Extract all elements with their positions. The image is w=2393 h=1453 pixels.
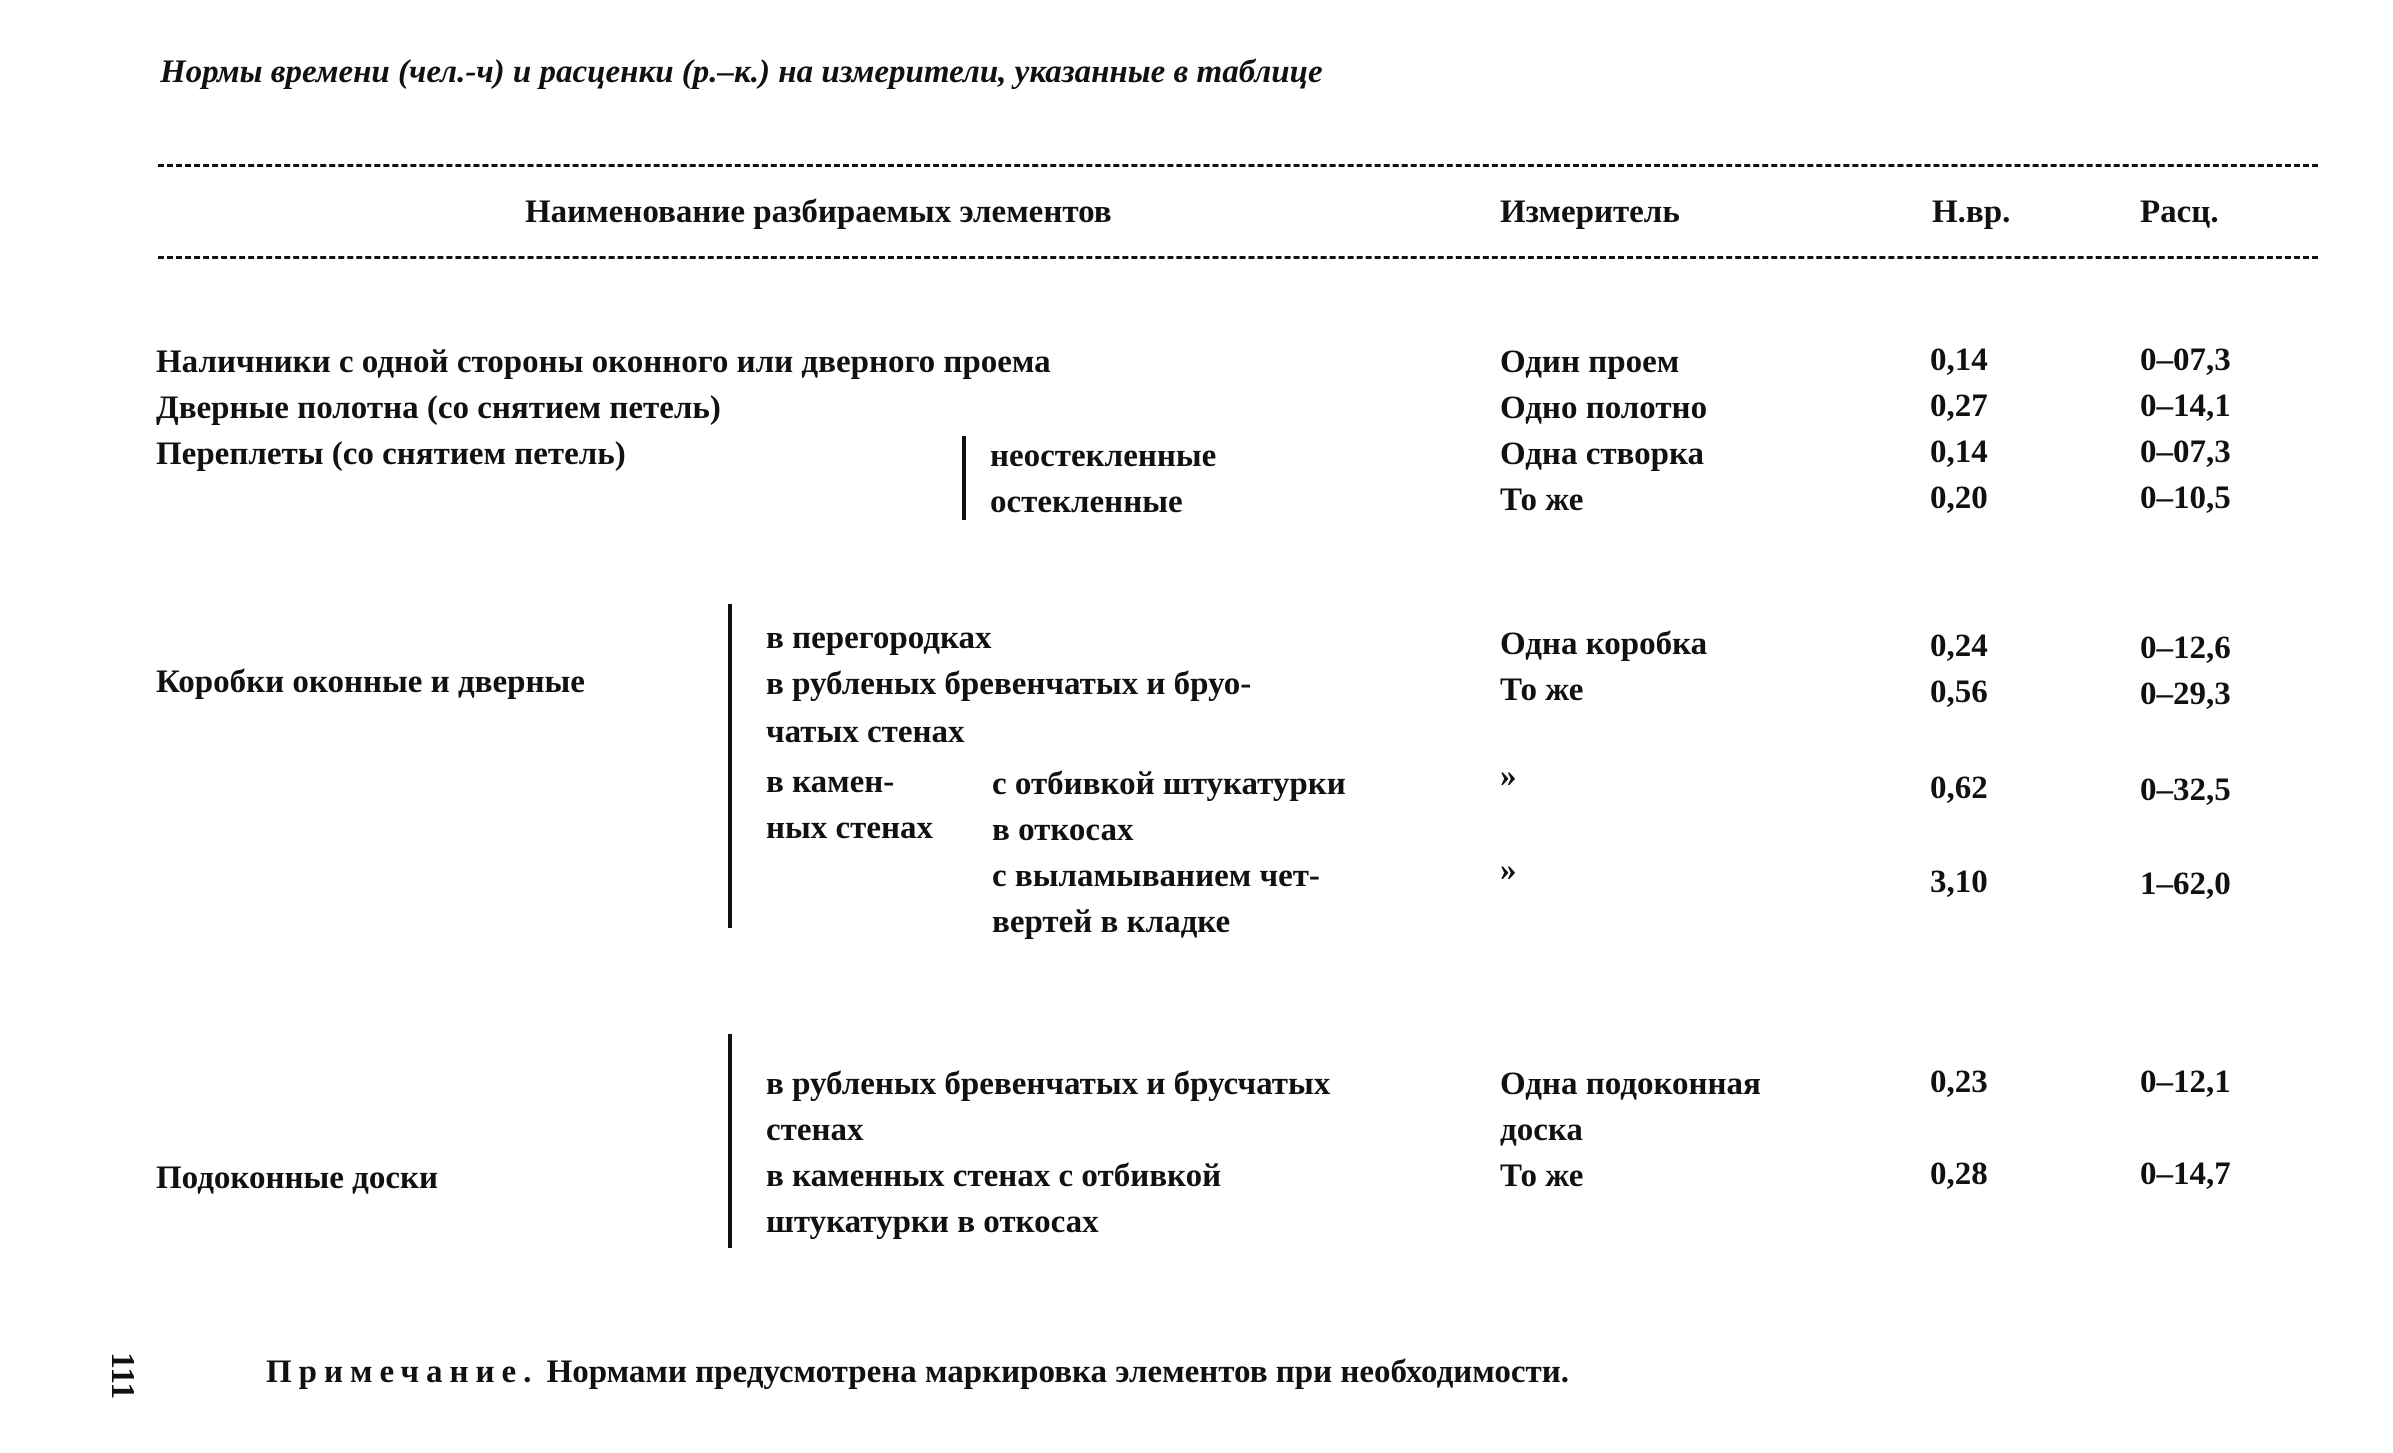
row-unit: Один проем: [1500, 344, 1680, 380]
row-price: 1–62,0: [2140, 866, 2231, 902]
row-price: 0–07,3: [2140, 434, 2231, 470]
row-norm: 0,28: [1930, 1156, 1988, 1192]
row-price: 0–29,3: [2140, 676, 2231, 712]
row-name: Дверные полотна (со снятием петель): [156, 390, 721, 426]
header-top-rule: [158, 164, 2318, 167]
header-bottom-rule: [158, 256, 2318, 259]
sub-item: в перегородках: [766, 620, 992, 656]
row-norm: 0,62: [1930, 770, 1988, 806]
group-bracket: [962, 436, 966, 520]
row-name: Наличники с одной стороны оконного или дверного проема: [156, 344, 1051, 380]
row-unit: Одно полотно: [1500, 390, 1708, 426]
sub-item: с выламыванием чет-: [992, 858, 1320, 894]
column-header-norm: Н.вр.: [1932, 194, 2011, 230]
group-bracket: [728, 1034, 732, 1248]
stone-walls-label: ных стенах: [766, 810, 934, 846]
sub-item: неостекленные: [990, 438, 1217, 474]
column-header-unit: Измеритель: [1500, 194, 1680, 230]
row-unit: Одна створка: [1500, 436, 1705, 472]
group-label-sills: Подоконные доски: [156, 1160, 439, 1196]
row-unit: То же: [1500, 672, 1584, 708]
row-norm: 0,20: [1930, 480, 1988, 516]
row-unit: Одна коробка: [1500, 626, 1708, 662]
stone-walls-label: в камен-: [766, 764, 895, 800]
sub-item-continued: в откосах: [992, 812, 1134, 848]
row-price: 0–07,3: [2140, 342, 2231, 378]
sub-item: в каменных стенах с отбивкой: [766, 1158, 1222, 1194]
group-bracket: [728, 604, 732, 928]
row-price: 0–12,1: [2140, 1064, 2231, 1100]
group-label-bindings: Переплеты (со снятием петель): [156, 436, 626, 472]
row-unit-continued: доска: [1500, 1112, 1583, 1148]
row-norm: 0,56: [1930, 674, 1988, 710]
sub-item-continued: вертей в кладке: [992, 904, 1231, 940]
row-price: 0–12,6: [2140, 630, 2231, 666]
footnote: [266, 1356, 1569, 1389]
sub-item: в рубленых бревенчатых и брусчатых: [766, 1066, 1331, 1102]
row-norm: 0,27: [1930, 388, 1988, 424]
row-unit: То же: [1500, 482, 1584, 518]
row-price: 0–10,5: [2140, 480, 2231, 516]
row-unit: То же: [1500, 1158, 1584, 1194]
column-header-price: Расц.: [2140, 194, 2219, 230]
sub-item-continued: штукатурки в откосах: [766, 1204, 1099, 1240]
row-norm: 0,24: [1930, 628, 1988, 664]
row-unit: »: [1500, 758, 1517, 794]
row-norm: 3,10: [1930, 864, 1988, 900]
table-caption: Нормы времени (чел.-ч) и расценки (р.–к.) на измерители, указанные в таблице: [160, 54, 1323, 90]
row-norm: 0,14: [1930, 342, 1988, 378]
sub-item-continued: стенах: [766, 1112, 864, 1148]
footnote-label: Примечание.: [266, 1354, 539, 1390]
row-price: 0–32,5: [2140, 772, 2231, 808]
sub-item: с отбивкой штукатурки: [992, 766, 1346, 802]
row-price: 0–14,7: [2140, 1156, 2231, 1192]
column-header-name: Наименование разбираемых элементов: [525, 194, 1112, 230]
row-norm: 0,14: [1930, 434, 1988, 470]
sub-item-continued: чатых стенах: [766, 714, 965, 750]
sub-item: в рубленых бревенчатых и бруо-: [766, 666, 1252, 702]
footnote-text: Нормами предусмотрена маркировка элементов при необходимости.: [538, 1354, 1569, 1390]
page-number: 111: [104, 1352, 141, 1400]
row-price: 0–14,1: [2140, 388, 2231, 424]
row-norm: 0,23: [1930, 1064, 1988, 1100]
group-label-frames: Коробки оконные и дверные: [156, 664, 585, 700]
row-unit: »: [1500, 852, 1517, 888]
row-unit: Одна подоконная: [1500, 1066, 1761, 1102]
sub-item: остекленные: [990, 484, 1183, 520]
